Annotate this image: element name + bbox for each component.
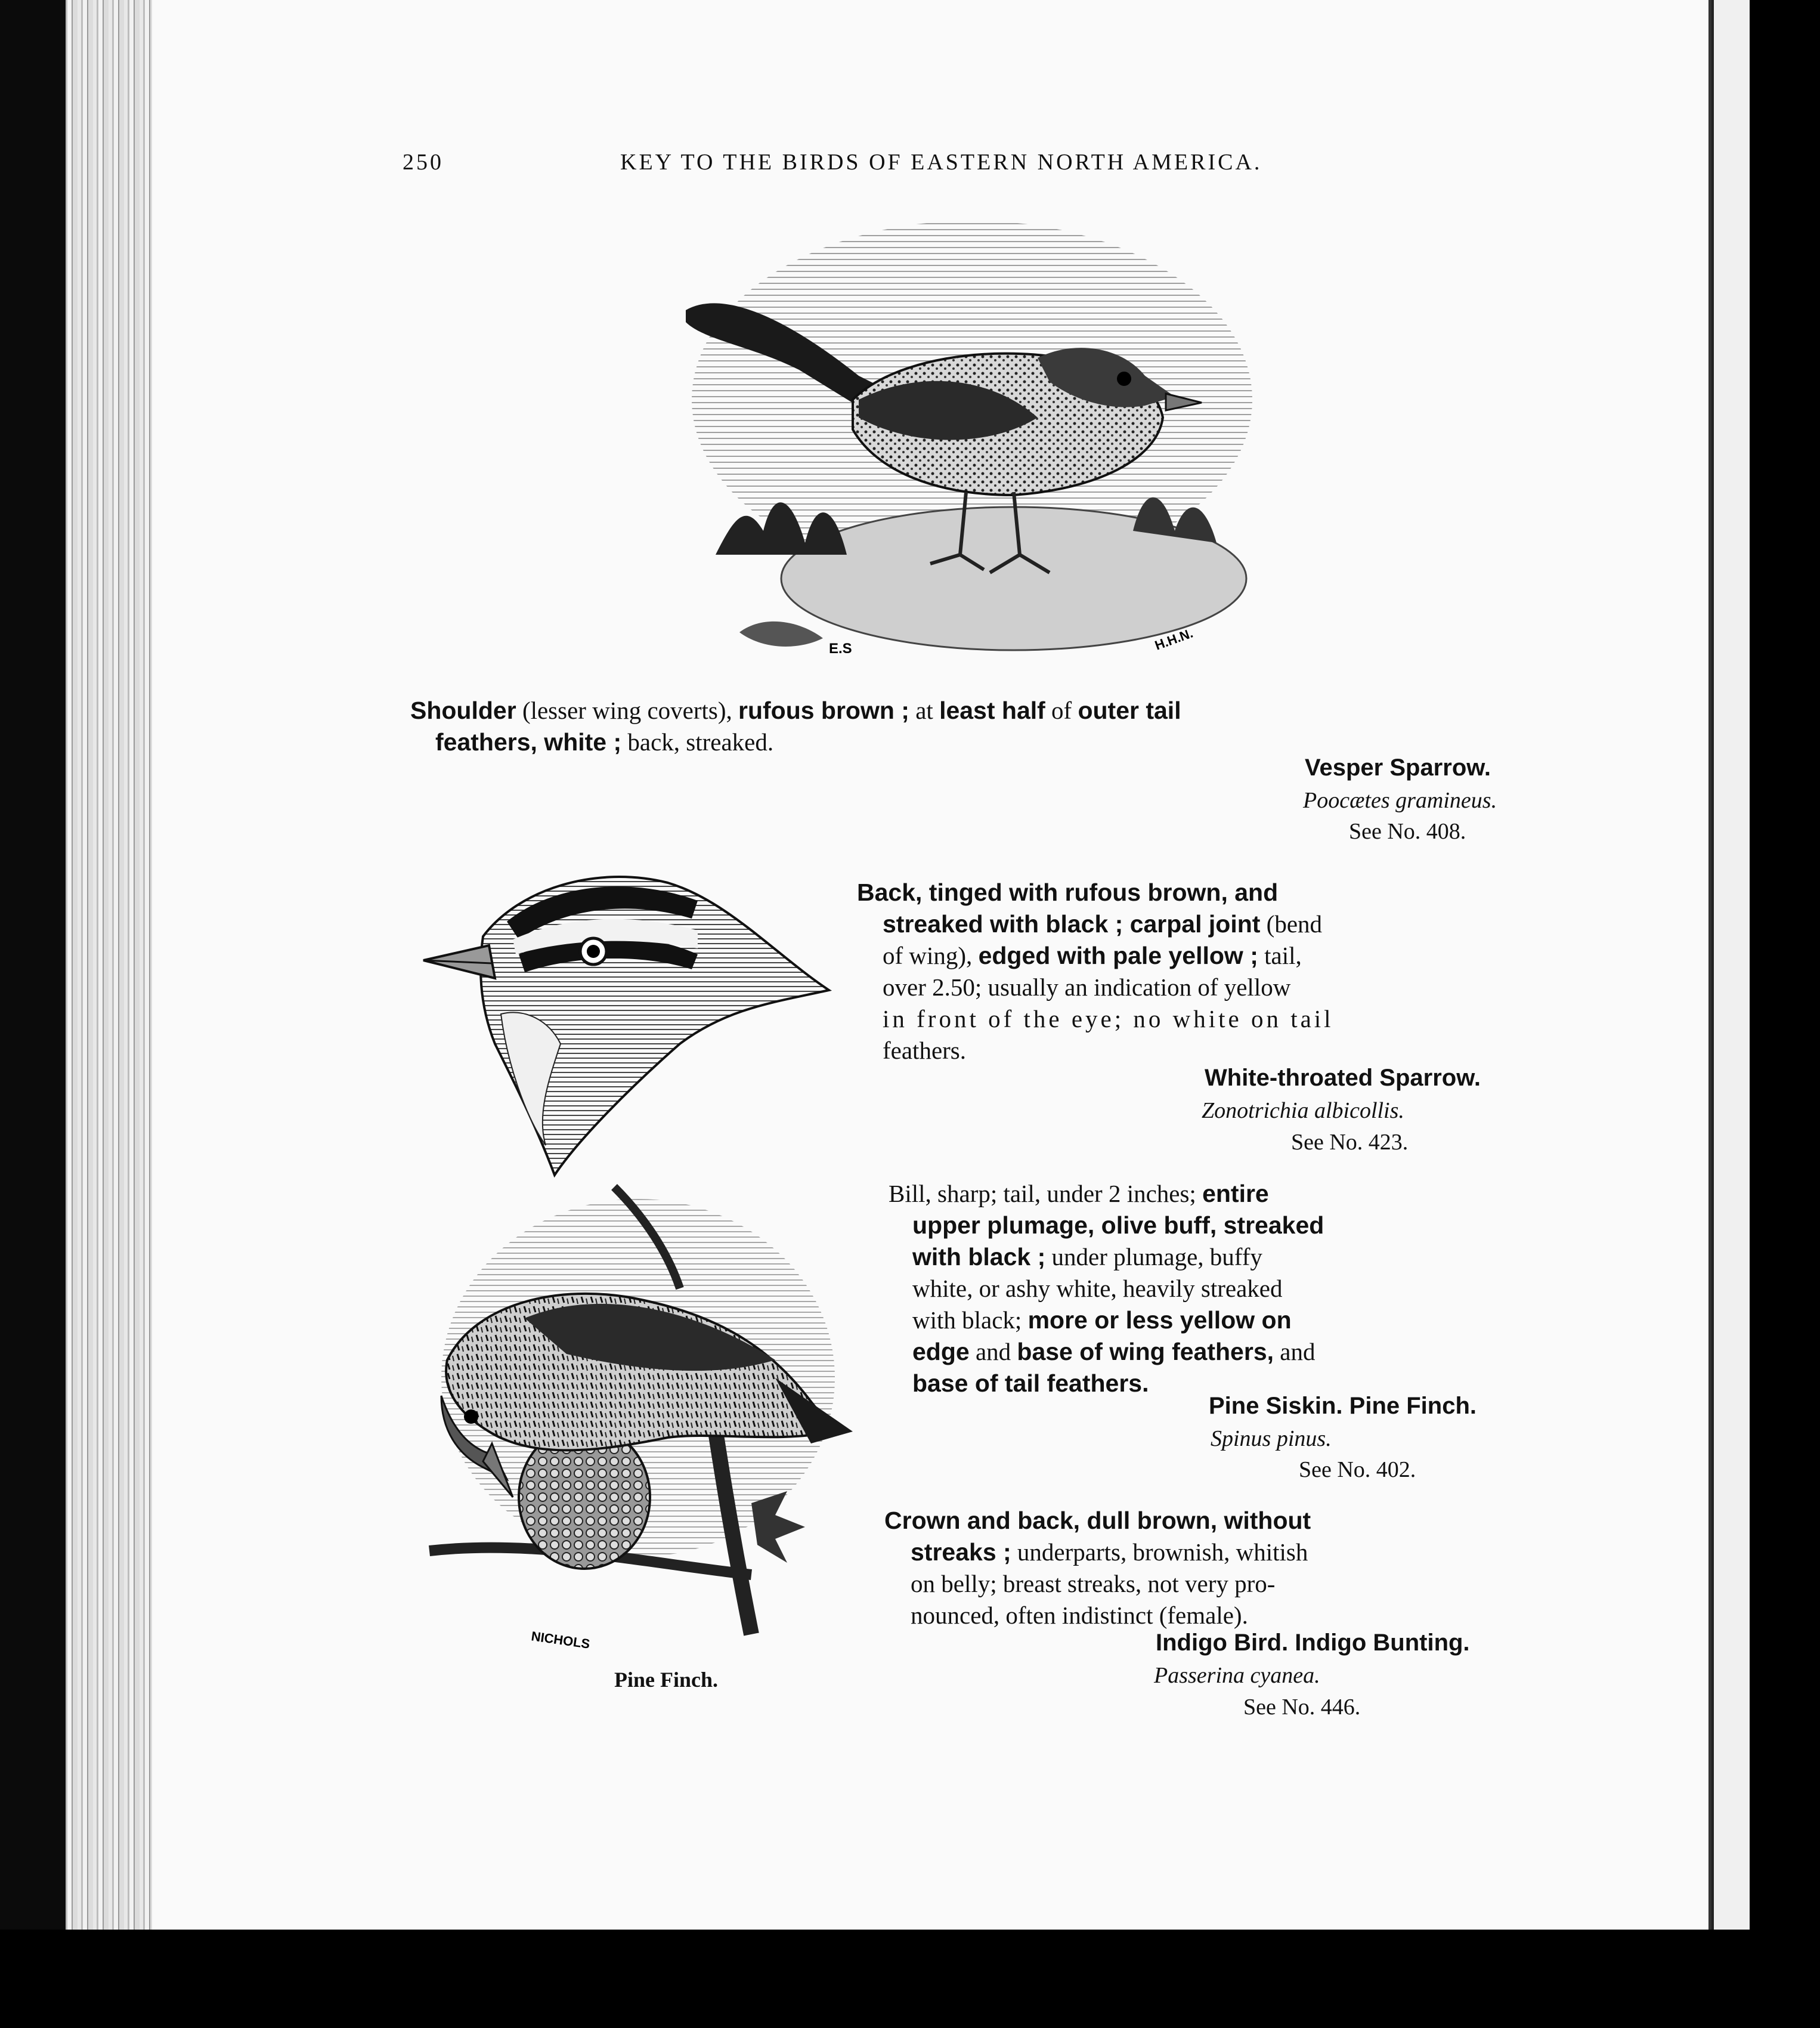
bold-key-text: edge <box>912 1338 970 1365</box>
bold-key-text: upper plumage, olive buff, streaked <box>912 1211 1324 1239</box>
bold-key-text: with black ; <box>912 1243 1046 1270</box>
entry-4-line-3 <box>911 1568 1275 1600</box>
plain-key-text: feathers. <box>883 1037 966 1064</box>
plain-key-text: in front of the eye; no white on tail <box>883 1005 1334 1032</box>
vesper-sparrow-illustration <box>680 221 1264 674</box>
entry-3-line-1 <box>889 1178 1269 1210</box>
plain-key-text: (lesser wing coverts), <box>516 697 738 724</box>
bold-key-text: outer tail <box>1078 697 1181 724</box>
facing-page-edge <box>1711 0 1750 1930</box>
entry-3-line-3 <box>912 1241 1262 1273</box>
entry-3-line-2 <box>912 1210 1324 1241</box>
plain-key-text: of wing), <box>883 942 979 969</box>
finch-signature: NICHOLS <box>530 1628 591 1652</box>
entry-3-line-6 <box>912 1336 1315 1368</box>
bold-key-text: entire <box>1202 1180 1269 1207</box>
plain-key-text: with black; <box>912 1306 1028 1334</box>
vesper-signature-left: E.S <box>829 641 852 657</box>
common-name-indigo-bunting: Indigo Bird. Indigo Bunting. <box>1156 1630 1470 1656</box>
scientific-name-pine-siskin: Spinus pinus. <box>1211 1426 1332 1451</box>
plain-key-text: under plumage, buffy <box>1045 1243 1262 1270</box>
bold-key-text: base of wing feathers, <box>1017 1338 1274 1365</box>
reference-pine-siskin: See No. 402. <box>1299 1457 1416 1482</box>
bold-key-text: streaked with black ; carpal joint <box>883 910 1261 938</box>
reference-vesper-sparrow: See No. 408. <box>1349 819 1466 844</box>
plain-key-text: over 2.50; usually an indication of yellow <box>883 973 1291 1001</box>
running-title: KEY TO THE BIRDS OF EASTERN NORTH AMERICA. <box>620 150 1262 175</box>
plain-key-text: white, or ashy white, heavily streaked <box>912 1275 1283 1302</box>
bold-key-text: streaks ; <box>911 1538 1011 1566</box>
entry-3-line-5 <box>912 1304 1292 1336</box>
entry-2-line-4 <box>883 972 1290 1003</box>
entry-4-line-4 <box>911 1600 1248 1631</box>
bold-key-text: feathers, white ; <box>435 728 622 756</box>
reference-indigo-bunting: See No. 446. <box>1243 1695 1361 1720</box>
scientific-name-indigo-bunting: Passerina cyanea. <box>1154 1663 1320 1688</box>
entry-4-line-2 <box>911 1537 1308 1568</box>
white-throated-sparrow-illustration <box>417 865 835 1187</box>
plain-key-text: back, streaked. <box>621 728 774 756</box>
pine-finch-caption: Pine Finch. <box>614 1668 719 1692</box>
reference-white-throated-sparrow: See No. 423. <box>1291 1130 1409 1155</box>
bold-key-text: least half <box>939 697 1045 724</box>
bold-key-text: Back, tinged with rufous brown, and <box>857 879 1279 906</box>
scientific-name-vesper-sparrow: Poocætes gramineus. <box>1303 788 1497 813</box>
bold-key-text: edged with pale yellow ; <box>978 942 1258 969</box>
plain-key-text: of <box>1045 697 1078 724</box>
entry-2-line-2 <box>883 908 1322 940</box>
plain-key-text: nounced, often indistinct (female). <box>911 1602 1248 1629</box>
vesper-signature-right: H.H.N. <box>1153 625 1195 653</box>
entry-2-line-3 <box>883 940 1302 972</box>
entry-2-line-5 <box>883 1003 1334 1035</box>
entry-1-line-1 <box>410 695 1181 727</box>
plain-key-text: on belly; breast streaks, not very pro- <box>911 1570 1276 1597</box>
plain-key-text: (bend <box>1260 910 1323 938</box>
bold-key-text: Shoulder <box>410 697 516 724</box>
bold-key-text: rufous brown ; <box>738 697 909 724</box>
common-name-white-throated-sparrow: White-throated Sparrow. <box>1205 1065 1481 1091</box>
entry-2-line-1 <box>857 877 1278 908</box>
plain-key-text: and <box>969 1338 1017 1365</box>
common-name-vesper-sparrow: Vesper Sparrow. <box>1305 755 1491 781</box>
entry-2-line-6 <box>883 1035 966 1066</box>
common-name-pine-siskin: Pine Siskin. Pine Finch. <box>1209 1393 1477 1419</box>
scan-border-left <box>0 0 66 2028</box>
entry-4-line-1 <box>884 1505 1311 1537</box>
plain-key-text: tail, <box>1258 942 1302 969</box>
plain-key-text: and <box>1274 1338 1316 1365</box>
plain-key-text: Bill, sharp; tail, under 2 inches; <box>889 1180 1203 1207</box>
bold-key-text: more or less yellow on <box>1027 1306 1292 1334</box>
entry-3-line-4 <box>912 1273 1283 1304</box>
plain-key-text: at <box>909 697 940 724</box>
scan-border-bottom <box>0 1930 1820 2028</box>
page-number: 250 <box>403 150 444 175</box>
pine-finch-illustration <box>417 1181 871 1658</box>
scientific-name-white-throated-sparrow: Zonotrichia albicollis. <box>1202 1098 1404 1123</box>
entry-1-line-2 <box>435 727 773 758</box>
plain-key-text: underparts, brownish, whitish <box>1011 1538 1308 1566</box>
bold-key-text: base of tail feathers. <box>912 1369 1149 1397</box>
entry-3-line-7 <box>912 1368 1149 1399</box>
bold-key-text: Crown and back, dull brown, without <box>884 1507 1311 1534</box>
